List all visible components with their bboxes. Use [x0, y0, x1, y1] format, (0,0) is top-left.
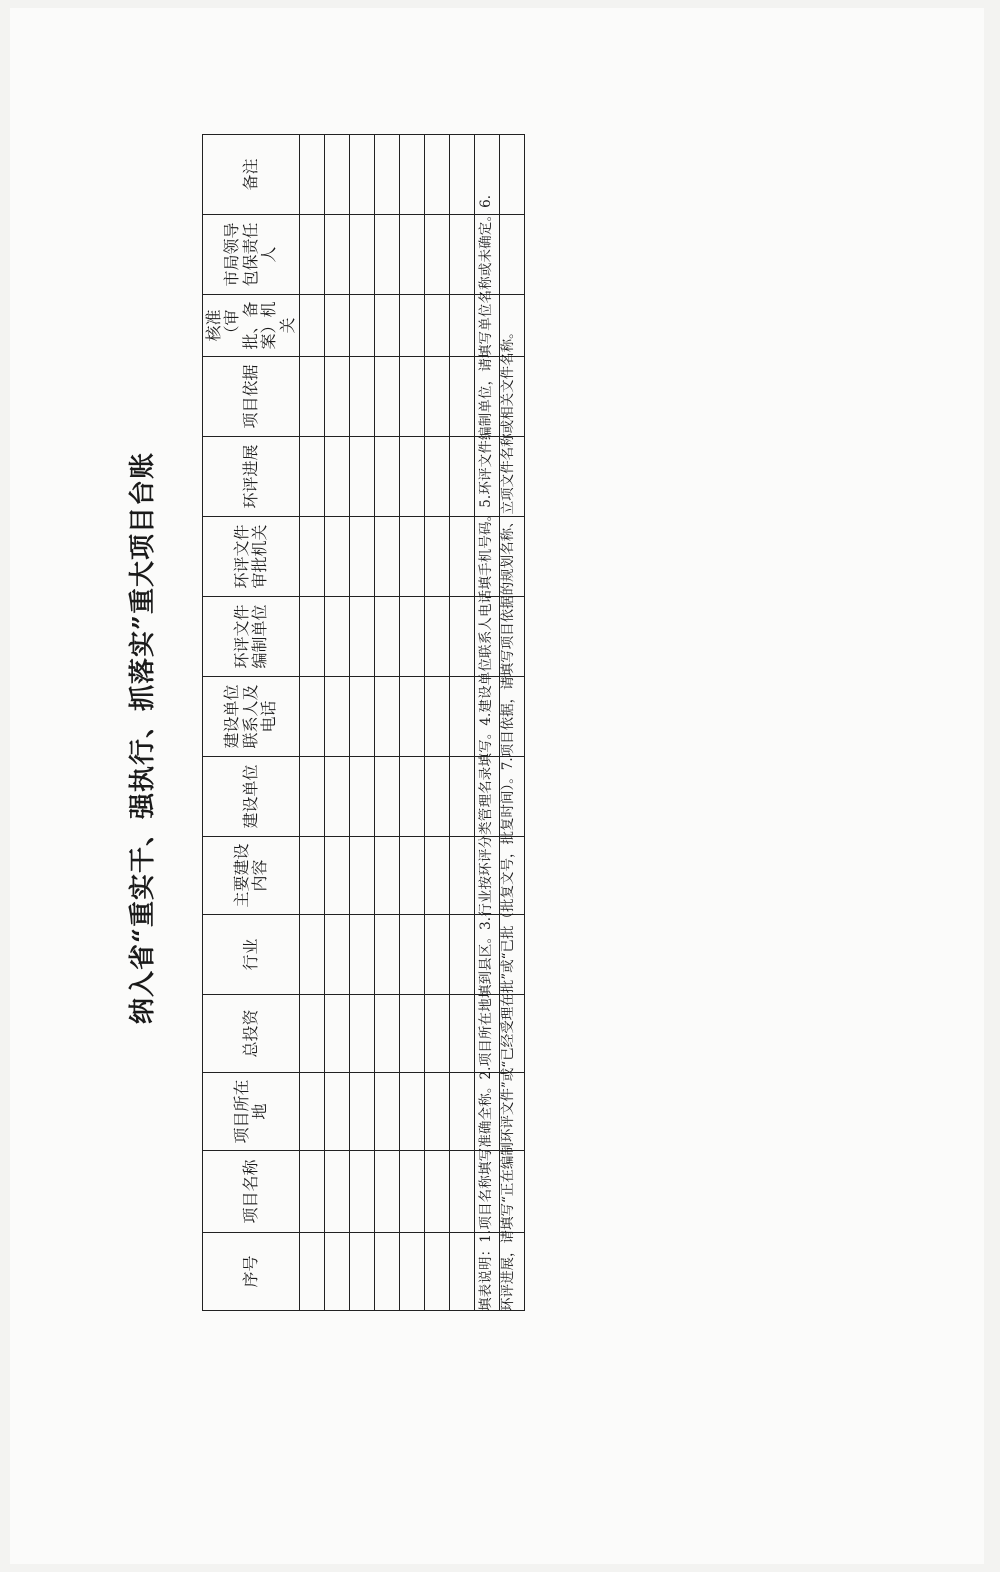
- table-cell: [299, 597, 324, 677]
- table-cell: [299, 215, 324, 295]
- col-header-eia-progress: 环评进展: [203, 437, 300, 517]
- table-cell: [449, 677, 474, 757]
- table-cell: [449, 1151, 474, 1233]
- table-row: [374, 135, 399, 1311]
- table-cell: [299, 517, 324, 597]
- table-cell: [374, 1073, 399, 1151]
- table-cell: [324, 135, 349, 215]
- table-cell: [399, 757, 424, 837]
- scanned-page: [10, 8, 984, 1564]
- rotated-content: [110, 103, 560, 1373]
- table-cell: [449, 837, 474, 915]
- table-row: [324, 135, 349, 1311]
- table-cell: [374, 677, 399, 757]
- table-cell: [399, 837, 424, 915]
- table-cell: [299, 915, 324, 995]
- table-cell: [299, 757, 324, 837]
- table-row: [399, 135, 424, 1311]
- table-cell: [449, 915, 474, 995]
- table-cell: [349, 215, 374, 295]
- table-cell: [324, 915, 349, 995]
- table-cell: [399, 915, 424, 995]
- table-cell: [374, 597, 399, 677]
- col-header-main-content: 主要建设内容: [203, 837, 300, 915]
- table-cell: [299, 295, 324, 357]
- table-cell: [374, 295, 399, 357]
- table-cell: [374, 837, 399, 915]
- table-cell: [399, 437, 424, 517]
- table-cell: [349, 677, 374, 757]
- table-cell: [349, 757, 374, 837]
- table-cell: [349, 915, 374, 995]
- table-cell: [349, 357, 374, 437]
- table-cell: [424, 1151, 449, 1233]
- table-cell: [399, 215, 424, 295]
- table-cell: [399, 597, 424, 677]
- table-cell: [424, 1073, 449, 1151]
- col-header-eia-compiler: 环评文件编制单位: [203, 597, 300, 677]
- table-cell: [449, 995, 474, 1073]
- table-cell: [374, 1151, 399, 1233]
- table-cell: [424, 437, 449, 517]
- table-row: [299, 135, 324, 1311]
- table-cell: [299, 1073, 324, 1151]
- table-cell: [399, 357, 424, 437]
- table-cell: [399, 677, 424, 757]
- fill-instructions: 填表说明：1.项目名称填写准确全称。2.项目所在地填到县区。3.行业按环评分类管理名录填写。4.建设单位联系人电话填手机号码。5.环评文件编制单位，请填写单位名称或未确定。6.环评进展，请填写“正在编制环评文件”或“已经受理在批”或“已批（批复文号，批复时间）。7.项目依据，请填写项目依据的规划名称、立项文件名称或相关文件名称。: [478, 195, 516, 1311]
- col-header-seq: 序号: [203, 1233, 300, 1311]
- table-cell: [324, 597, 349, 677]
- table-cell: [349, 135, 374, 215]
- table-cell: [374, 437, 399, 517]
- table-cell: [424, 837, 449, 915]
- table-cell: [399, 1151, 424, 1233]
- table-cell: [349, 597, 374, 677]
- table-cell: [374, 1233, 399, 1311]
- table-cell: [449, 1073, 474, 1151]
- table-cell: [424, 135, 449, 215]
- table-cell: [449, 357, 474, 437]
- table-cell: [374, 757, 399, 837]
- table-cell: [349, 995, 374, 1073]
- table-cell: [399, 135, 424, 215]
- col-header-approval-authority: 核准（审批、备案）机关: [203, 295, 300, 357]
- table-cell: [349, 1073, 374, 1151]
- table-cell: [399, 517, 424, 597]
- table-cell: [374, 135, 399, 215]
- table-cell: [449, 135, 474, 215]
- table-cell: [324, 357, 349, 437]
- table-cell: [374, 215, 399, 295]
- table-cell: [349, 437, 374, 517]
- table-cell: [449, 437, 474, 517]
- table-cell: [324, 1151, 349, 1233]
- col-header-responsible-leader: 市局领导包保责任人: [203, 215, 300, 295]
- table-cell: [299, 1151, 324, 1233]
- table-cell: [399, 1073, 424, 1151]
- table-cell: [324, 517, 349, 597]
- table-cell: [299, 437, 324, 517]
- table-cell: [324, 995, 349, 1073]
- table-row: [349, 135, 374, 1311]
- table-cell: [324, 437, 349, 517]
- table-cell: [424, 915, 449, 995]
- table-header-row: [203, 135, 300, 1311]
- table-row: [424, 135, 449, 1311]
- col-header-builder: 建设单位: [203, 757, 300, 837]
- table-cell: [399, 295, 424, 357]
- table-cell: [424, 597, 449, 677]
- col-header-location: 项目所在地: [203, 1073, 300, 1151]
- table-cell: [424, 757, 449, 837]
- table-cell: [349, 517, 374, 597]
- table-cell: [399, 1233, 424, 1311]
- col-header-project-name: 项目名称: [203, 1151, 300, 1233]
- table-cell: [449, 1233, 474, 1311]
- col-header-builder-contact: 建设单位联系人及电话: [203, 677, 300, 757]
- col-header-remarks: 备注: [203, 135, 300, 215]
- table-cell: [349, 295, 374, 357]
- table-cell: [324, 1233, 349, 1311]
- col-header-eia-approver: 环评文件审批机关: [203, 517, 300, 597]
- table-cell: [449, 517, 474, 597]
- table-cell: [399, 995, 424, 1073]
- table-row: [449, 135, 474, 1311]
- table-cell: [424, 995, 449, 1073]
- document-title: 纳入省“重实干、强执行、抓落实”重大项目台账: [128, 452, 158, 1024]
- table-cell: [424, 517, 449, 597]
- table-cell: [424, 677, 449, 757]
- table-cell: [374, 517, 399, 597]
- table-cell: [299, 357, 324, 437]
- table-cell: [424, 357, 449, 437]
- table-cell: [424, 215, 449, 295]
- table-cell: [374, 995, 399, 1073]
- table-cell: [299, 135, 324, 215]
- table-cell: [324, 1073, 349, 1151]
- table-cell: [299, 837, 324, 915]
- table-cell: [299, 1233, 324, 1311]
- table-cell: [374, 915, 399, 995]
- table-cell: [349, 1233, 374, 1311]
- table-cell: [299, 677, 324, 757]
- col-header-total-investment: 总投资: [203, 995, 300, 1073]
- table-cell: [324, 837, 349, 915]
- table-cell: [449, 215, 474, 295]
- table-cell: [449, 757, 474, 837]
- table-cell: [324, 295, 349, 357]
- table-cell: [324, 677, 349, 757]
- table-cell: [449, 597, 474, 677]
- table-cell: [349, 1151, 374, 1233]
- col-header-industry: 行业: [203, 915, 300, 995]
- table-cell: [374, 357, 399, 437]
- table-cell: [324, 215, 349, 295]
- table-cell: [424, 1233, 449, 1311]
- table-cell: [449, 295, 474, 357]
- col-header-project-basis: 项目依据: [203, 357, 300, 437]
- table-cell: [424, 295, 449, 357]
- table-cell: [349, 837, 374, 915]
- table-cell: [324, 757, 349, 837]
- table-cell: [299, 995, 324, 1073]
